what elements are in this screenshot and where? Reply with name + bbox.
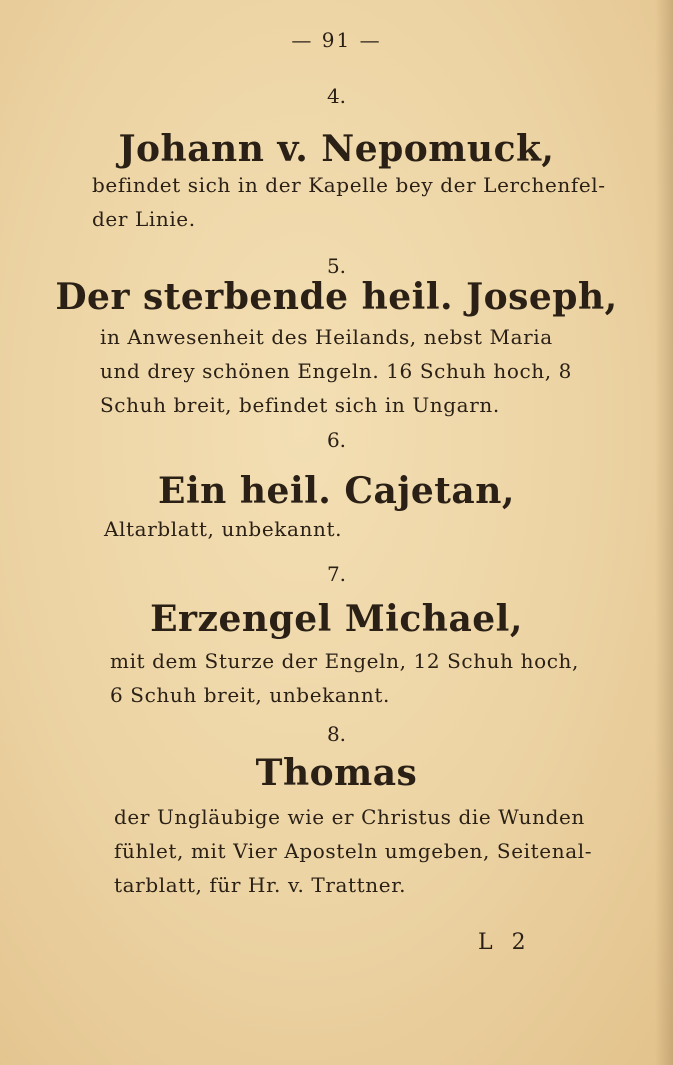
- description-line: mit dem Sturze der Engeln, 12 Schuh hoch,: [110, 649, 579, 673]
- description-line: 6 Schuh breit, unbekannt.: [110, 683, 390, 707]
- entry-title-thomas: Thomas: [255, 752, 418, 794]
- signature-mark: L 2: [478, 930, 532, 955]
- entry-description-6: [104, 512, 342, 546]
- description-line: Altarblatt, unbekannt.: [104, 517, 343, 541]
- entry-description-8: [114, 800, 592, 902]
- entry-number-4: 4.: [326, 84, 347, 108]
- entry-description-7: [110, 644, 579, 712]
- description-line: Schuh breit, befindet sich in Ungarn.: [100, 393, 500, 417]
- page-edge-shadow: [655, 0, 673, 1065]
- description-line: tarblatt, für Hr. v. Trattner.: [114, 873, 407, 897]
- entry-number-8: 8.: [326, 722, 347, 746]
- description-line: und drey schönen Engeln. 16 Schuh hoch, 8: [100, 359, 572, 383]
- entry-title-erzengel-michael: Erzengel Michael,: [150, 598, 523, 640]
- entry-title-johann-nepomuck: Johann v. Nepomuck,: [118, 128, 555, 170]
- entry-number-7: 7.: [326, 562, 347, 586]
- description-line: in Anwesenheit des Heilands, nebst Maria: [100, 325, 553, 349]
- entry-number-5: 5.: [326, 254, 347, 278]
- description-line: der Linie.: [92, 207, 196, 231]
- description-line: befindet sich in der Kapelle bey der Lerchenfel-: [92, 173, 606, 197]
- page-number: — 91 —: [291, 28, 382, 52]
- entry-description-5: [100, 320, 572, 422]
- description-line: fühlet, mit Vier Aposteln umgeben, Seitenal-: [114, 839, 593, 863]
- entry-title-sterbende-joseph: Der sterbende heil. Joseph,: [55, 276, 618, 318]
- entry-number-6: 6.: [326, 428, 347, 452]
- entry-description-4: [92, 168, 606, 236]
- description-line: der Ungläubige wie er Christus die Wunden: [114, 805, 585, 829]
- entry-title-cajetan: Ein heil. Cajetan,: [158, 470, 515, 512]
